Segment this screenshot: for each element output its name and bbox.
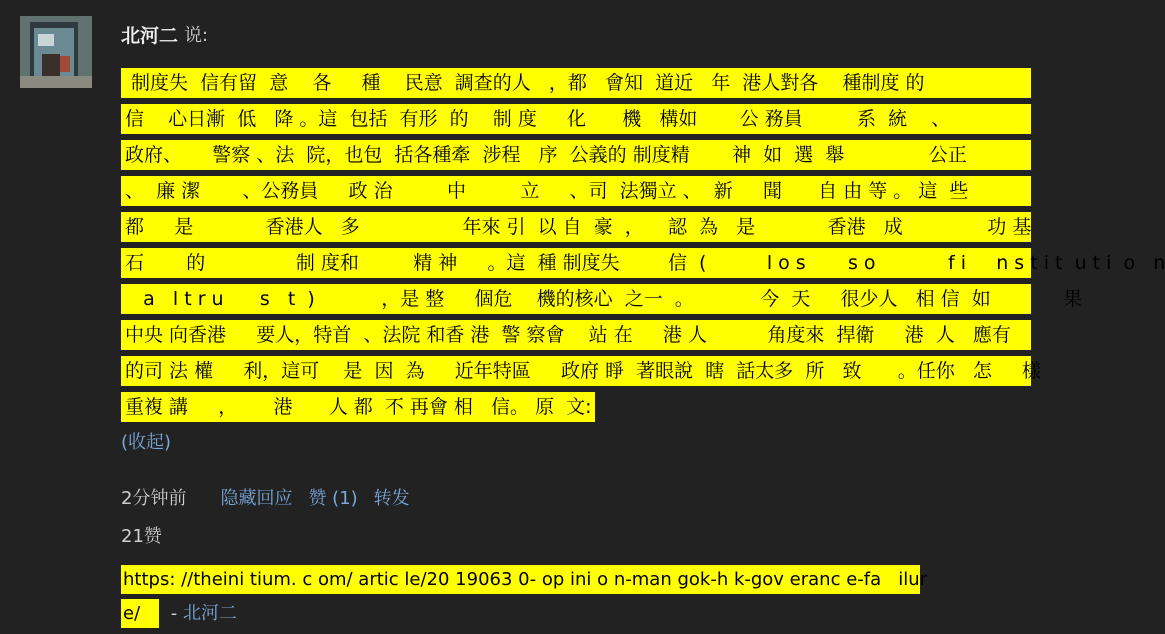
body-line: 重複 講 ， 港 人 都 不 再會 相 信。 原 文: bbox=[121, 392, 595, 422]
body-line: 都 是 香港人 多 年來 引 以 自 豪 ， 認 為 是 香港 成 功 基 bbox=[121, 212, 1031, 242]
comment-body bbox=[121, 68, 1165, 428]
avatar[interactable] bbox=[20, 16, 92, 88]
body-line: 制度失 信有留 意 各 種 民意 調查的人 ，都 會知 道近 年 港人對各 種制度 的 bbox=[121, 68, 1031, 98]
attribution-dash: - bbox=[165, 603, 183, 624]
comment-header bbox=[121, 19, 208, 49]
comment-timestamp: 2分钟前 bbox=[121, 488, 187, 509]
hide-reply-link[interactable]: 隐藏回应 bbox=[220, 488, 293, 509]
like-link[interactable]: 赞 (1) bbox=[308, 488, 358, 509]
body-line: 政府、 警察 、法 院，也包 括各種牽 涉程 序 公義的 制度精 神 如 選 舉 公正 bbox=[121, 140, 1031, 170]
attribution-author-link[interactable]: 北河二 bbox=[182, 603, 237, 624]
collapse-link[interactable]: (收起) bbox=[121, 432, 172, 453]
source-url-line-end: e/ bbox=[121, 599, 159, 628]
author-name[interactable]: 北河二 bbox=[121, 24, 179, 47]
avatar-photo-icon bbox=[20, 16, 92, 88]
repost-link[interactable]: 转发 bbox=[373, 488, 410, 509]
says-label: 说: bbox=[184, 25, 209, 46]
body-line: a l t r u s t ) ，是 整 個危 機的核心 之一 。 今 天 很少人 相 信 如 果 bbox=[121, 284, 1031, 314]
comment-meta bbox=[121, 484, 410, 510]
attribution bbox=[165, 599, 237, 628]
body-line: 信 心日漸 低 降 。這 包括 有形 的 制 度 化 機 構如 公 務員 系 統 、 bbox=[121, 104, 1031, 134]
body-line: 的司 法 權 利，這可 是 因 為 近年特區 政府 睜 著眼說 瞎 話太多 所 致 。任你 怎 樣 bbox=[121, 356, 1031, 386]
body-line: 石 的 制 度和 精 神 。這 種 制度失 信 ( l o s s o f i n s t i t u t i o n bbox=[121, 248, 1031, 278]
source-url-line: https: //theini tium. c om/ artic le/20 19063 0- op ini o n-man gok-h k-gov eranc e-fa ilur bbox=[121, 565, 920, 594]
body-line: 、 廉 潔 、公務員 政 治 中 立 、司 法獨立 、 新 聞 自 由 等 。 這 些 bbox=[121, 176, 1031, 206]
likes-count: 21赞 bbox=[121, 526, 162, 547]
body-line: 中央 向香港 要人，特首 、法院 和香 港 警 察會 站 在 港 人 角度來 捍衛 港 人 應有 bbox=[121, 320, 1031, 350]
